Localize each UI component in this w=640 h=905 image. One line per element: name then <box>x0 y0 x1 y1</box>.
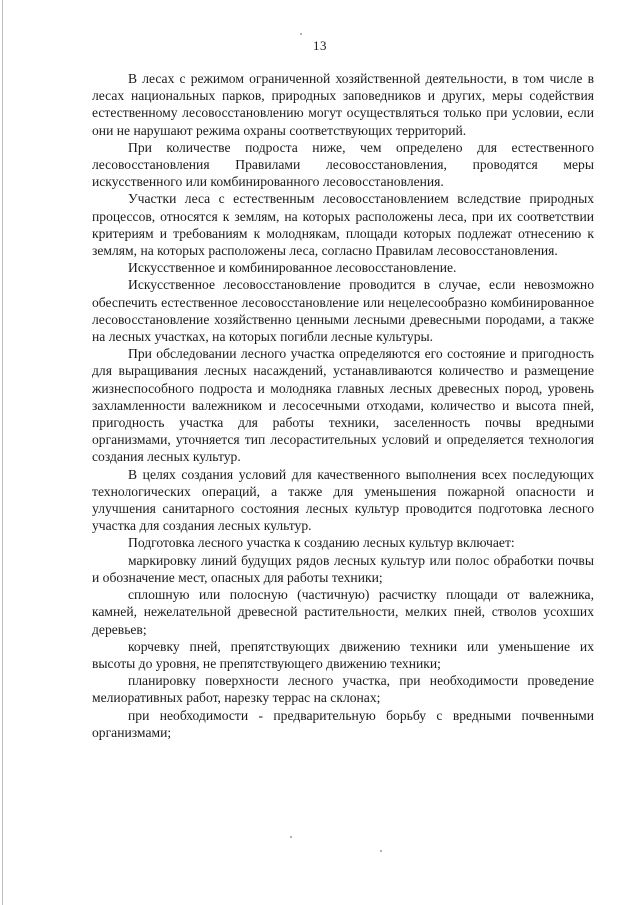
document-body <box>92 70 594 741</box>
list-item-marking: маркировку линий будущих рядов лесных культур или полос обработки почвы и обозначение мест, опасных для работы техники; <box>92 552 594 585</box>
paragraph-2: При количестве подроста ниже, чем определено для естественного лесовосстановления Правилами лесовосстановления, проводятся меры искусственного или комбинированного лесовосстановления. <box>92 139 594 190</box>
paragraph-6: В целях создания условий для качественного выполнения всех последующих технологических операций, а также для уменьшения пожарной опасности и улучшения санитарного состояния лесных культур проводится подготовка лесного участка для создания лесных культур. <box>92 466 594 534</box>
list-item-clearing: сплошную или полосную (частичную) расчистку площади от валежника, камней, нежелательной древесной растительности, мелких пней, стволов усохших деревьев; <box>92 587 594 637</box>
section-heading: Искусственное и комбинированное лесовосстановление. <box>128 260 457 276</box>
paragraph-1: В лесах с режимом ограниченной хозяйственной деятельности, в том числе в лесах национальных парков, природных заповедников и других, меры содействия естественному лесовосстановлению могут осуществляться только при условии, если они не нарушают режима охраны соответствующих территорий. <box>92 71 594 138</box>
scan-speck <box>290 836 292 838</box>
scan-edge-line <box>2 0 3 905</box>
list-item-surface-leveling: планировку поверхности лесного участка, при необходимости проведение мелиоративных работ, нарезку террас на склонах; <box>92 673 594 706</box>
scan-speck <box>300 33 302 35</box>
scan-speck <box>380 850 382 852</box>
paragraph-4: Искусственное лесовосстановление проводится в случае, если невозможно обеспечить естественное лесовосстановление или нецелесообразно комбинированное лесовосстановление хозяйственно ценными лесными древесными породами, а также на лесных участках, на которых погибли лесные культуры. <box>92 277 594 345</box>
paragraph-5: При обследовании лесного участка определяются его состояние и пригодность для выращивания лесных насаждений, устанавливаются количество и размещение жизнеспособного подроста и молодняка главных лесных древесных пород, уровень захламленности валежником и лесосечными отходами, количество и высота пней, пригодность участка для работы техники, заселенность почвы вредными организмами, уточняется тип лесорастительных условий и определяется технология создания лесных культур. <box>92 346 594 465</box>
list-item-pest-control: при необходимости - предварительную борьбу с вредными почвенными организмами; <box>92 707 594 740</box>
paragraph-7: Подготовка лесного участка к созданию лесных культур включает: <box>128 535 515 551</box>
list-item-stump-removal: корчевку пней, препятствующих движению техники или уменьшение их высоты до уровня, не препятствующего движению техники; <box>92 638 594 671</box>
page-number: 13 <box>313 38 327 53</box>
paragraph-3: Участки леса с естественным лесовосстановлением вследствие природных процессов, относятся к землям, на которых расположены леса, при их соответствии критериям и требованиям к молоднякам, площади которых подлежат отнесению к землям, на которых расположены леса, согласно Правилам лесовосстановления. <box>92 191 594 259</box>
